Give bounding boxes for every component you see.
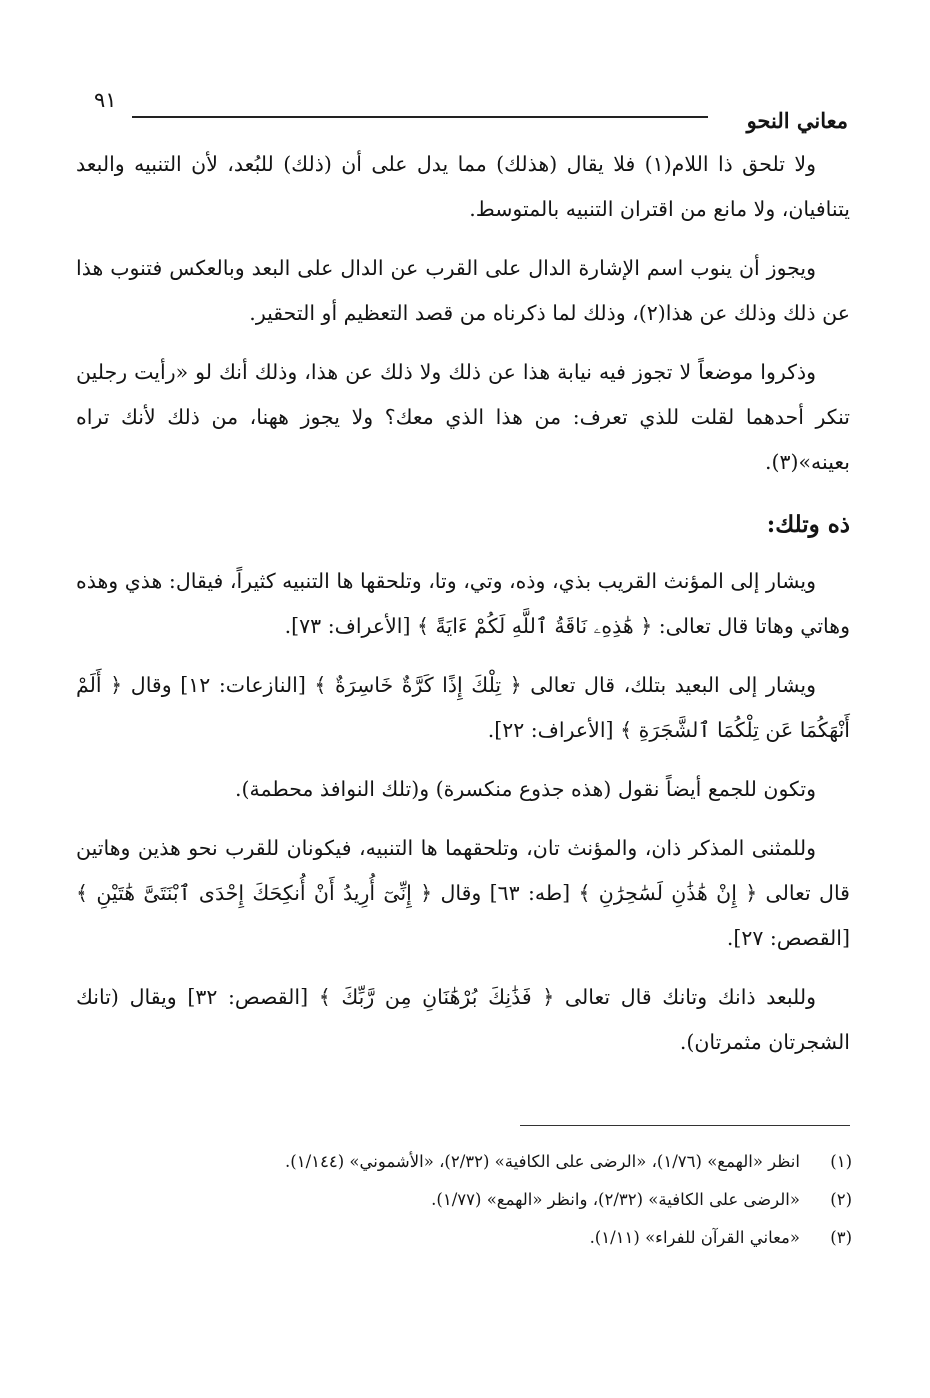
main-text <box>76 142 850 1079</box>
footnote <box>180 1219 852 1257</box>
running-title: معاني النحو <box>746 108 848 133</box>
paragraph: وذكروا موضعاً لا تجوز فيه نيابة هذا عن ذلك ولا ذلك عن هذا، وذلك أنك لو «رأيت رجلين تنكر أحدهما لقلت للذي تعرف: من هذا الذي معك؟ ولا يجوز ههنا، من ذلك لأنك تراه بعينه»(٣). <box>76 360 850 474</box>
footnote-number: (١) <box>830 1152 852 1171</box>
footnote <box>180 1143 852 1181</box>
footnote-separator <box>520 1125 850 1126</box>
paragraph: ويشار إلى المؤنث القريب بذي، وذه، وتي، وتا، وتلحقها ها التنبيه كثيراً، فيقال: هذي وهذه وهاتي وهاتا قال تعالى: ﴿ هَٰذِهِۦ نَاقَةُ ٱللَّهِ لَكُمْ ءَايَةً ﴾ [الأعراف: ٧٣]. <box>76 569 850 638</box>
footnote-number: (٣) <box>830 1228 852 1247</box>
paragraph: ويجوز أن ينوب اسم الإشارة الدال على القرب عن الدال على البعد وبالعكس فتنوب هذا عن ذلك وذلك عن هذا(٢)، وذلك لما ذكرناه من قصد التعظيم أو التحقير. <box>76 256 850 325</box>
footnote-text: «معاني القرآن للفراء» (١/١١). <box>589 1228 800 1247</box>
footnotes <box>180 1143 852 1257</box>
paragraph: وتكون للجمع أيضاً نقول (هذه جذوع منكسرة) و(تلك النوافذ محطمة). <box>235 777 816 801</box>
header-rule <box>132 116 708 118</box>
footnote-text: انظر «الهمع» (١/٧٦)، «الرضى على الكافية» (٢/٣٢)، «الأشموني» (١/١٤٤). <box>285 1152 800 1171</box>
footnote <box>180 1181 852 1219</box>
paragraph: وللمثنى المذكر ذان، والمؤنث تان، وتلحقهما ها التنبيه، فيكونان للقرب نحو هذين وهاتين قال تعالى ﴿ إِنْ هَٰذَٰنِ لَسَٰحِرَٰنِ ﴾ [طه: ٦٣] وقال ﴿ إِنِّىٓ أُرِيدُ أَنْ أُنكِحَكَ إِحْدَى ٱبْنَتَىَّ هَٰتَيْنِ ﴾ [القصص: ٢٧]. <box>76 836 850 950</box>
footnote-number: (٢) <box>830 1190 852 1209</box>
footnote-text: «الرضى على الكافية» (٢/٣٢)، وانظر «الهمع» (١/٧٧). <box>431 1190 800 1209</box>
section-heading: ذه وتلك: <box>766 511 850 538</box>
page-header <box>90 84 848 134</box>
paragraph: ويشار إلى البعيد بتلك، قال تعالى ﴿ تِلْكَ إِذًا كَرَّةٌ خَاسِرَةٌ ﴾ [النازعات: ١٢] وقال ﴿ أَلَمْ أَنْهَكُمَا عَن تِلْكُمَا ٱلشَّجَرَةِ ﴾ [الأعراف: ٢٢]. <box>76 673 850 742</box>
paragraph: ولا تلحق ذا اللام(١) فلا يقال (هذلك) مما يدل على أن (ذلك) للبُعد، لأن التنبيه والبعد يتنافيان، ولا مانع من اقتران التنبيه بالمتوسط. <box>76 152 850 221</box>
paragraph: وللبعد ذانك وتانك قال تعالى ﴿ فَذَٰنِكَ بُرْهَٰنَانِ مِن رَّبِّكَ ﴾ [القصص: ٣٢] ويقال (تانك الشجرتان مثمرتان). <box>76 985 850 1054</box>
page-number: ٩١ <box>94 88 117 112</box>
